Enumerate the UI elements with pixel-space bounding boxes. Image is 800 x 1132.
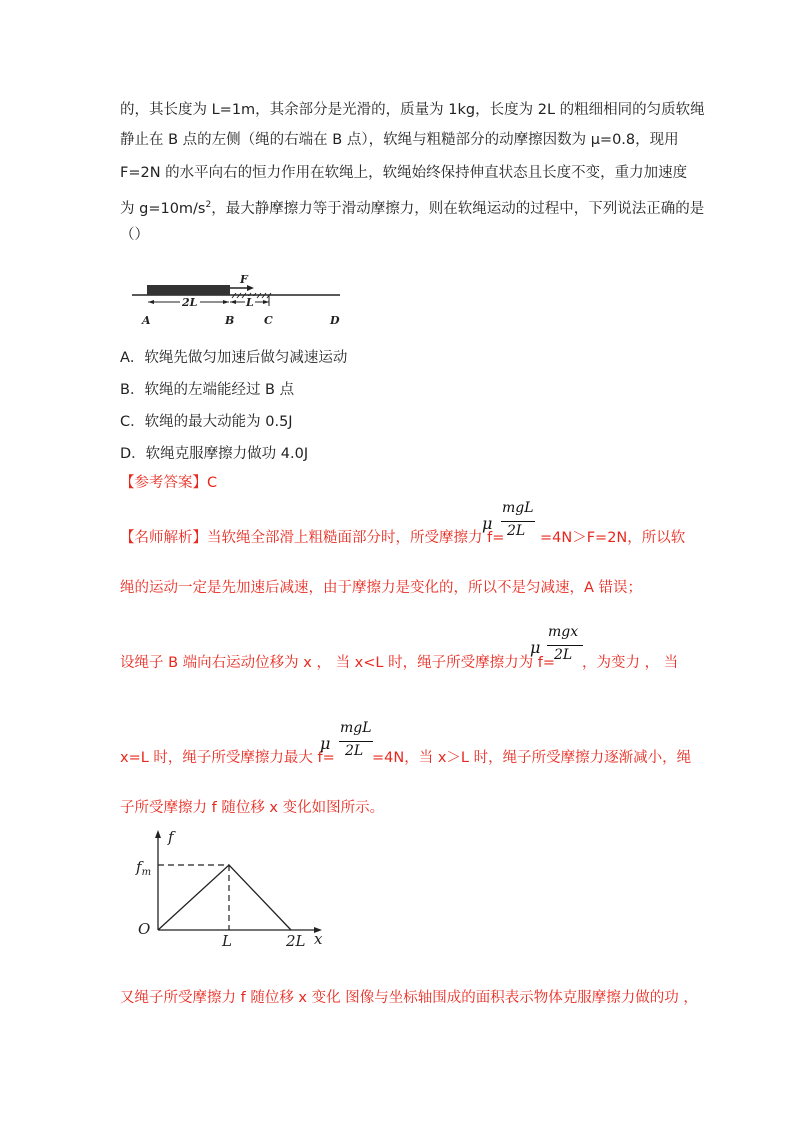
dim-L-left-arrow xyxy=(230,300,236,304)
fraction-bar xyxy=(501,521,535,522)
dim-L-right-arrow xyxy=(263,300,269,304)
question-line-4-post: ，最大静摩擦力等于滑动摩擦力，则在软绳运动的过程中，下列说法正确的是 xyxy=(211,200,705,217)
dim-2L-right-arrow xyxy=(223,300,229,304)
denominator: 2L xyxy=(507,523,526,539)
formula-mu-mgx-2L xyxy=(530,624,590,674)
dim-2L-left-arrow xyxy=(148,300,154,304)
friction-curve xyxy=(158,865,291,930)
question-line-3: F=2N 的水平向右的恒力作用在软绳上，软绳始终保持伸直状态且长度不变，重力加速度 xyxy=(120,165,688,181)
label-2L-tick: 2L xyxy=(286,932,306,950)
label-B: B xyxy=(225,314,235,327)
analysis-line-1-pre: 【名师解析】当软绳全部滑上粗糙面部分时，所受摩擦力 f= xyxy=(120,530,505,546)
label-origin: O xyxy=(138,920,151,938)
analysis-line-5: 子所受摩擦力 f 随位移 x 变化如图所示。 xyxy=(120,800,385,816)
answer-blank: （） xyxy=(120,227,149,243)
mu-symbol: μ xyxy=(530,638,541,657)
analysis-line-4-post: =4N，当 x＞L 时，绳子所受摩擦力逐渐减小，绳 xyxy=(372,750,692,766)
analysis-line-3-pre: 设绳子 B 端向右运动位移为 x ， 当 x<L 时，绳子所受摩擦力为 f= xyxy=(120,655,555,671)
label-D: D xyxy=(330,314,340,327)
force-arrowhead xyxy=(247,285,254,291)
question-line-4-pre: 为 g=10m/s xyxy=(120,200,206,217)
label-F: F xyxy=(240,273,248,286)
label-A: A xyxy=(142,314,151,327)
formula-mu-mgL-2L-1 xyxy=(482,500,542,550)
label-fm: $f_m$ xyxy=(136,858,152,878)
label-2L: 2L xyxy=(182,296,198,309)
formula-mu-mgL-2L-2 xyxy=(320,720,380,770)
question-line-4 xyxy=(120,195,704,219)
label-x-axis: x xyxy=(314,930,323,948)
rope-diagram xyxy=(128,268,348,330)
option-d: D．软绳克服摩擦力做功 4.0J xyxy=(120,446,309,462)
analysis-line-2: 绳的运动一定是先加速后减速，由于摩擦力是变化的，所以不是匀减速，A 错误； xyxy=(120,580,643,596)
analysis-line-1-post: =4N＞F=2N，所以软 xyxy=(540,530,686,546)
superscript: 2 xyxy=(205,200,212,210)
mu-symbol: μ xyxy=(320,734,331,753)
numerator: mgL xyxy=(502,500,534,516)
label-L-tick: L xyxy=(222,932,232,950)
option-c: C．软绳的最大动能为 0.5J xyxy=(120,414,293,430)
question-line-1: 的，其长度为 L=1m，其余部分是光滑的，质量为 1kg，长度为 2L 的粗细相同的匀质软绳 xyxy=(120,102,705,118)
label-C: C xyxy=(264,314,273,327)
analysis-line-4-pre: x=L 时，绳子所受摩擦力最大 f= xyxy=(120,750,335,766)
numerator: mgx xyxy=(548,624,579,640)
analysis-line-6: 又绳子所受摩擦力 f 随位移 x 变化 图像与坐标轴围成的面积表示物体克服摩擦力做的功 ， xyxy=(120,990,698,1006)
label-L: L xyxy=(246,296,254,309)
reference-answer: 【参考答案】C xyxy=(120,475,218,491)
numerator: mgL xyxy=(340,720,372,736)
y-axis-arrow xyxy=(155,830,161,838)
fraction-bar xyxy=(339,741,373,742)
rope-block xyxy=(147,285,230,295)
mu-symbol: μ xyxy=(482,514,493,533)
analysis-line-3-post: ，为变力 ， 当 xyxy=(582,655,679,671)
option-a: A．软绳先做匀加速后做匀减速运动 xyxy=(120,350,348,366)
friction-graph xyxy=(128,822,348,952)
option-b: B．软绳的左端能经过 B 点 xyxy=(120,382,295,398)
fraction-bar xyxy=(547,645,583,646)
question-line-2: 静止在 B 点的左侧（绳的右端在 B 点），软绳与粗糙部分的动摩擦因数为 μ=0.8，现用 xyxy=(120,132,679,148)
label-f-axis: f xyxy=(168,828,174,846)
denominator: 2L xyxy=(554,647,573,663)
denominator: 2L xyxy=(345,743,364,759)
